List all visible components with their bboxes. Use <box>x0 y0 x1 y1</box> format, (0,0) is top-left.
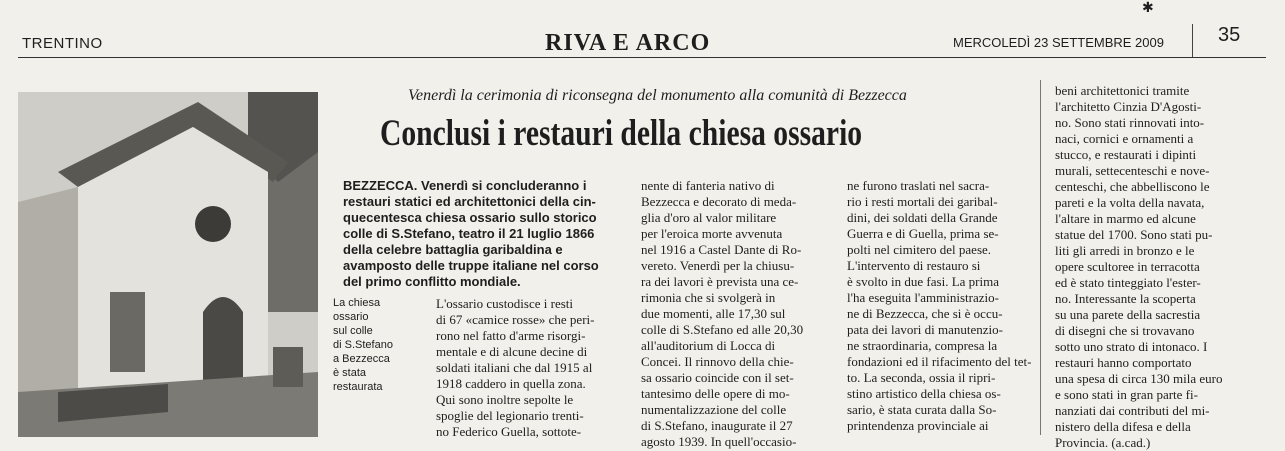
caption-line: sul colle <box>333 325 373 337</box>
text-line: di disegni che si trovavano <box>1055 323 1195 338</box>
text-line: statue del 1700. Sono stati pu- <box>1055 227 1213 242</box>
text-line: stucco, e restaurati i dipinti <box>1055 147 1197 162</box>
text-line: 1918 caddero in quella zona. <box>436 376 586 391</box>
text-line: dini, dei soldati della Grande <box>847 210 998 225</box>
header-rule <box>18 57 1266 58</box>
text-line: ne di Bezzecca, che si è occu- <box>847 306 1003 321</box>
text-line: stino artistico della chiesa os- <box>847 386 1001 401</box>
page-section-title: RIVA E ARCO <box>545 30 711 56</box>
text-line: sa ossario coincide con il set- <box>641 370 794 385</box>
headline: Conclusi i restauri della chiesa ossario <box>380 113 863 154</box>
text-line: nente di fanteria nativo di <box>641 178 775 193</box>
text-line: no Federico Guella, sottote- <box>436 424 582 439</box>
text-line: Concei. Il rinnovo della chie- <box>641 354 794 369</box>
text-line: nistero della difesa e della <box>1055 419 1191 434</box>
body-column-3 <box>847 178 1031 434</box>
text-line: agosto 1939. In quell'occasio- <box>641 434 797 449</box>
text-line: centeschi, che abbelliscono le <box>1055 179 1210 194</box>
page-header <box>0 0 1285 62</box>
text-line: printendenza provinciale ai <box>847 418 989 433</box>
column-divider <box>1040 80 1041 435</box>
text-line: L'ossario custodisce i resti <box>436 296 574 311</box>
text-line: opere scultoree in terracotta <box>1055 259 1200 274</box>
text-line: pata dei lavori di manutenzio- <box>847 322 1003 337</box>
text-line: glia d'oro al valor militare <box>641 210 777 225</box>
text-line: to. La seconda, ossia il ripri- <box>847 370 996 385</box>
text-line: e sono stati in gran parte fi- <box>1055 387 1198 402</box>
text-line: mentale e di alcune decine di <box>436 344 588 359</box>
text-line: di S.Stefano, inaugurate il 27 <box>641 418 793 433</box>
text-line: una spesa di circa 130 mila euro <box>1055 371 1223 386</box>
text-line: pareti e la volta della navata, <box>1055 195 1205 210</box>
lead-line: avamposto delle truppe italiane nel corso <box>343 258 599 273</box>
text-line: beni architettonici tramite <box>1055 83 1190 98</box>
text-line: L'intervento di restauro si <box>847 258 981 273</box>
caption-line: è stata <box>333 367 367 379</box>
text-line: rono nel fatto d'arme risorgi- <box>436 328 586 343</box>
lead-line: restauri statici ed architettonici della cin- <box>343 194 596 209</box>
text-line: ne straordinaria, compresa la <box>847 338 998 353</box>
text-line: restauri hanno comportato <box>1055 355 1192 370</box>
caption-line: restaurata <box>333 381 383 393</box>
text-line: l'architetto Cinzia D'Agosti- <box>1055 99 1202 114</box>
text-line: nanziati dai contributi del mi- <box>1055 403 1210 418</box>
text-line: rio i resti mortali dei garibal- <box>847 194 998 209</box>
text-line: no. Sono stati rinnovati into- <box>1055 115 1205 130</box>
text-line: sotto uno strato di intonaco. I <box>1055 339 1208 354</box>
text-line: è svolto in due fasi. La prima <box>847 274 999 289</box>
text-line: numentalizzazione del colle <box>641 402 787 417</box>
text-line: di 67 «camice rosse» che peri- <box>436 312 595 327</box>
text-line: spoglie del legionario trenti- <box>436 408 584 423</box>
text-line: due momenti, alle 17,30 sul <box>641 306 786 321</box>
lead-line: quecentesca chiesa ossario sullo storico <box>343 210 597 225</box>
caption-line: a Bezzecca <box>333 353 390 365</box>
text-line: Bezzecca e decorato di meda- <box>641 194 797 209</box>
body-column-4 <box>1055 83 1223 451</box>
text-line: ed è stato tinteggiato l'ester- <box>1055 275 1201 290</box>
text-line: l'ha eseguita l'amministrazio- <box>847 290 999 305</box>
lead-line: del primo conflitto mondiale. <box>343 274 521 289</box>
text-line: per l'eroica morte avvenuta <box>641 226 783 241</box>
caption-line: di S.Stefano <box>333 339 393 351</box>
text-line: fondazioni ed il rifacimento del tet- <box>847 354 1032 369</box>
text-line: polti nel cimitero del paese. <box>847 242 992 257</box>
body-column-1 <box>436 296 594 440</box>
section-name: TRENTINO <box>22 35 103 52</box>
header-divider <box>1192 24 1193 58</box>
text-line: Qui sono inoltre sepolte le <box>436 392 574 407</box>
text-line: tantesimo delle opere di mo- <box>641 386 790 401</box>
issue-date: MERCOLEDÌ 23 SETTEMBRE 2009 <box>953 35 1164 50</box>
text-line: su una parete della sacrestia <box>1055 307 1201 322</box>
lead-line: BEZZECCA. Venerdì si concluderanno i <box>343 178 587 193</box>
text-line: Provincia. (a.cad.) <box>1055 435 1151 450</box>
text-line: colle di S.Stefano ed alle 20,30 <box>641 322 804 337</box>
text-line: rimonia che si svolgerà in <box>641 290 776 305</box>
text-line: l'altare in marmo ed alcune <box>1055 211 1196 226</box>
text-line: nel 1916 a Castel Dante di Ro- <box>641 242 802 257</box>
star-mark-icon: ✱ <box>1142 1 1154 16</box>
text-line: vereto. Venerdì per la chiusu- <box>641 258 795 273</box>
page-number: 35 <box>1218 24 1241 46</box>
lead-line: colle di S.Stefano, teatro il 21 luglio 1866 <box>343 226 595 241</box>
text-line: ra dei lavori è prevista una ce- <box>641 274 799 289</box>
church-photo <box>18 92 318 437</box>
text-line: naci, cornici e ornamenti a <box>1055 131 1194 146</box>
body-column-2 <box>641 178 803 450</box>
text-line: all'auditorium di Locca di <box>641 338 776 353</box>
lead-line: della celebre battaglia garibaldina e <box>343 242 563 257</box>
text-line: no. Interessante la scoperta <box>1055 291 1196 306</box>
text-line: Guerra e di Guella, prima se- <box>847 226 999 241</box>
caption-line: La chiesa <box>333 297 381 309</box>
text-line: soldati italiani che dal 1915 al <box>436 360 593 375</box>
text-line: sario, è stata curata dalla So- <box>847 402 997 417</box>
church-illustration <box>18 92 318 437</box>
text-line: liti gli arredi in bronzo e le <box>1055 243 1195 258</box>
text-line: murali, settecenteschi e nove- <box>1055 163 1210 178</box>
kicker: Venerdì la cerimonia di riconsegna del monumento alla comunità di Bezzecca <box>408 87 907 104</box>
lead-paragraph <box>343 178 623 290</box>
caption-line: ossario <box>333 311 369 323</box>
photo-caption <box>333 296 425 394</box>
text-line: ne furono traslati nel sacra- <box>847 178 990 193</box>
